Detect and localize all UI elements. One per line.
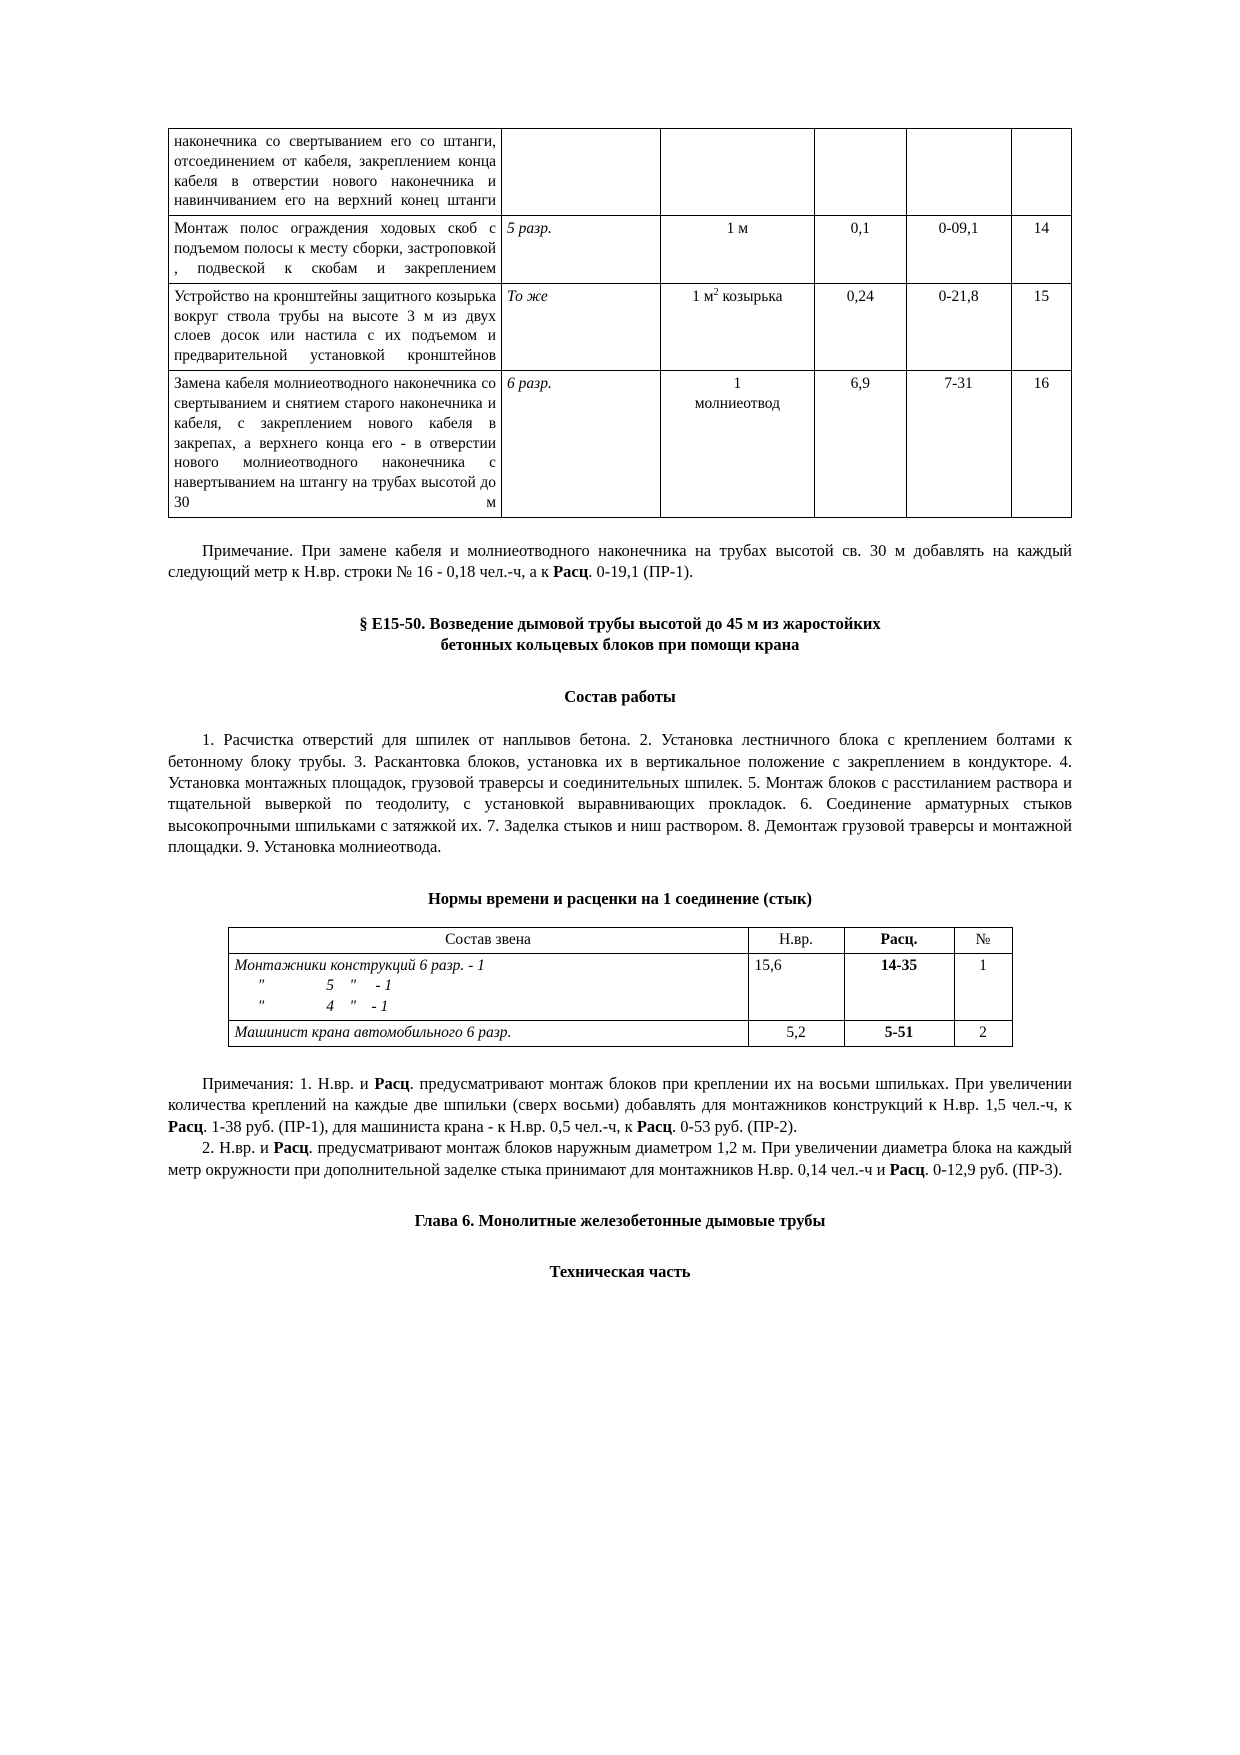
row-norm: 6,9 [814, 371, 906, 518]
row-description: Монтаж полос ограждения ходовых скоб с подъемом полосы к месту сборки, застроповкой , подвеской к скобам и закреплением [169, 216, 502, 283]
row-crew: 6 разр. [502, 371, 661, 518]
table-row [169, 216, 1072, 283]
row-unit [660, 371, 814, 518]
section-title-line1: § Е15-50. Возведение дымовой трубы высотой до 45 м из жаростойких [359, 613, 881, 633]
note2-bold1: Расц [273, 1138, 309, 1158]
note2-bold2: Расц [889, 1159, 925, 1179]
chapter-subtitle: Техническая часть [549, 1262, 691, 1282]
note-after-table [168, 540, 1072, 583]
row-description: наконечника со свертыванием его со штанги, отсоединением от кабеля, закреплением конца кабеля в отверстии нового наконечника и навинчиванием его на верхний конец штанги [169, 129, 502, 216]
table-row [169, 129, 1072, 216]
row-crew: То же [502, 283, 661, 370]
row-rate [906, 129, 1011, 216]
note1-part1: Примечания: 1. Н.вр. и [202, 1073, 375, 1093]
rates-header-row [228, 928, 1012, 954]
table-row [169, 283, 1072, 370]
row-unit [660, 129, 814, 216]
chapter-title: Глава 6. Монолитные железобетонные дымовые трубы [414, 1211, 826, 1231]
unit-suffix: козырька [718, 287, 783, 305]
row-description: Устройство на кронштейны защитного козырька вокруг ствола трубы на высоте 3 м из двух слоев досок или настила с их подъемом и предварительной установкой кронштейнов [169, 283, 502, 370]
row-number [1011, 129, 1071, 216]
row-number: 14 [1011, 216, 1071, 283]
row-rate: 0-09,1 [906, 216, 1011, 283]
table-row [228, 1020, 1012, 1046]
note1-bold1: Расц [374, 1073, 410, 1093]
header-norm: Н.вр. [748, 928, 844, 954]
crew-line-3: " 4 " - 1 [234, 997, 389, 1015]
crew-line-2: " 5 " - 1 [234, 977, 393, 995]
row-rate: 14-35 [844, 954, 954, 1020]
rates-heading: Нормы времени и расценки на 1 соединение (стык) [427, 888, 813, 908]
header-crew: Состав звена [228, 928, 748, 954]
row-norm: 15,6 [748, 954, 844, 1020]
row-rate: 0-21,8 [906, 283, 1011, 370]
note-text-part1: Примечание. При замене кабеля и молниеотводного наконечника на трубах высотой св. 30 м добавлять на каждый следующий метр к Н.вр. строки № 16 - 0,18 чел.-ч, а к [168, 540, 1072, 582]
row-norm: 5,2 [748, 1020, 844, 1046]
row-norm: 0,1 [814, 216, 906, 283]
table-row [169, 371, 1072, 518]
note-1 [168, 1073, 1072, 1137]
note-2 [168, 1137, 1072, 1180]
note2-part1: 2. Н.вр. и [202, 1138, 274, 1158]
row-rate: 7-31 [906, 371, 1011, 518]
row-number: 1 [954, 954, 1012, 1020]
note1-part3: . 1-38 руб. (ПР-1), для машиниста крана - к Н.вр. 0,5 чел.-ч, к [203, 1116, 637, 1136]
note-bold-word: Расц [553, 562, 589, 582]
note2-part2: . предусматривают монтаж блоков наружным диаметром 1,2 м. При увеличении диаметра блока на каждый метр окружности при дополнительной заделке стыка принимают для монтажников Н.вр. 0,14 чел.-ч и [168, 1138, 1072, 1179]
row-description: Замена кабеля молниеотводного наконечника со свертыванием и снятием старого наконечника и кабеля, с закреплением нового кабеля в закрепах, а верхнего конца его - в отверстии нового молниеотводного наконечника с навертыванием на штангу на трубах высотой до 30 м [169, 371, 502, 518]
row-norm: 0,24 [814, 283, 906, 370]
note1-part2: . предусматривают монтаж блоков при креплении их на восьми шпильках. При увеличении количества креплений на каждые две шпильки (сверх восьми) добавлять для монтажников конструкций к Н.вр. 1,5 чел.-ч, к [168, 1073, 1072, 1115]
row-crew [502, 129, 661, 216]
row-number: 2 [954, 1020, 1012, 1046]
table-row [228, 954, 1012, 1020]
crew-line-1: Монтажники конструкций 6 разр. - 1 [234, 957, 485, 975]
work-composition-heading: Состав работы [564, 686, 676, 706]
note2-part3: . 0-12,9 руб. (ПР-3). [924, 1159, 1063, 1179]
row-crew: 5 разр. [502, 216, 661, 283]
unit-line-1: 1 [733, 375, 742, 393]
section-title-line2: бетонных кольцевых блоков при помощи крана [440, 635, 800, 655]
note1-part4: . 0-53 руб. (ПР-2). [672, 1116, 798, 1136]
header-rate: Расц. [844, 928, 954, 954]
note-text-part2: . 0-19,1 (ПР-1). [588, 562, 694, 582]
row-unit [660, 283, 814, 370]
row-number: 16 [1011, 371, 1071, 518]
row-norm [814, 129, 906, 216]
row-crew [228, 954, 748, 1020]
continuation-norms-table [168, 128, 1072, 518]
row-rate: 5-51 [844, 1020, 954, 1046]
row-number: 15 [1011, 283, 1071, 370]
row-unit: 1 м [660, 216, 814, 283]
note1-bold3: Расц [636, 1116, 673, 1136]
unit-prefix: 1 м [692, 287, 714, 305]
rates-table [228, 927, 1013, 1047]
section-title [168, 613, 1072, 656]
row-crew: Машинист крана автомобильного 6 разр. [228, 1020, 748, 1046]
note1-bold2: Расц [168, 1116, 204, 1136]
work-composition-text: 1. Расчистка отверстий для шпилек от наплывов бетона. 2. Установка лестничного блока с креплением болтами к бетонному блоку трубы. 3. Раскантовка блоков, установка их в вертикальное положение с закреплением в кондукторе. 4. Установка монтажных площадок, грузовой траверсы и соединительных шпилек. 5. Монтаж блоков с расстиланием раствора и тщательной выверкой по теодолиту, с установкой выравнивающих прокладок. 6. Соединение арматурных стыков высокопрочными шпильками с затяжкой их. 7. Заделка стыков и ниш раствором. 8. Демонтаж грузовой траверсы и монтажной площадки. 9. Установка молниеотвода. [168, 730, 1072, 857]
header-number: № [954, 928, 1012, 954]
unit-superscript: 2 [713, 286, 719, 298]
unit-line-2: молниеотвод [694, 394, 780, 412]
